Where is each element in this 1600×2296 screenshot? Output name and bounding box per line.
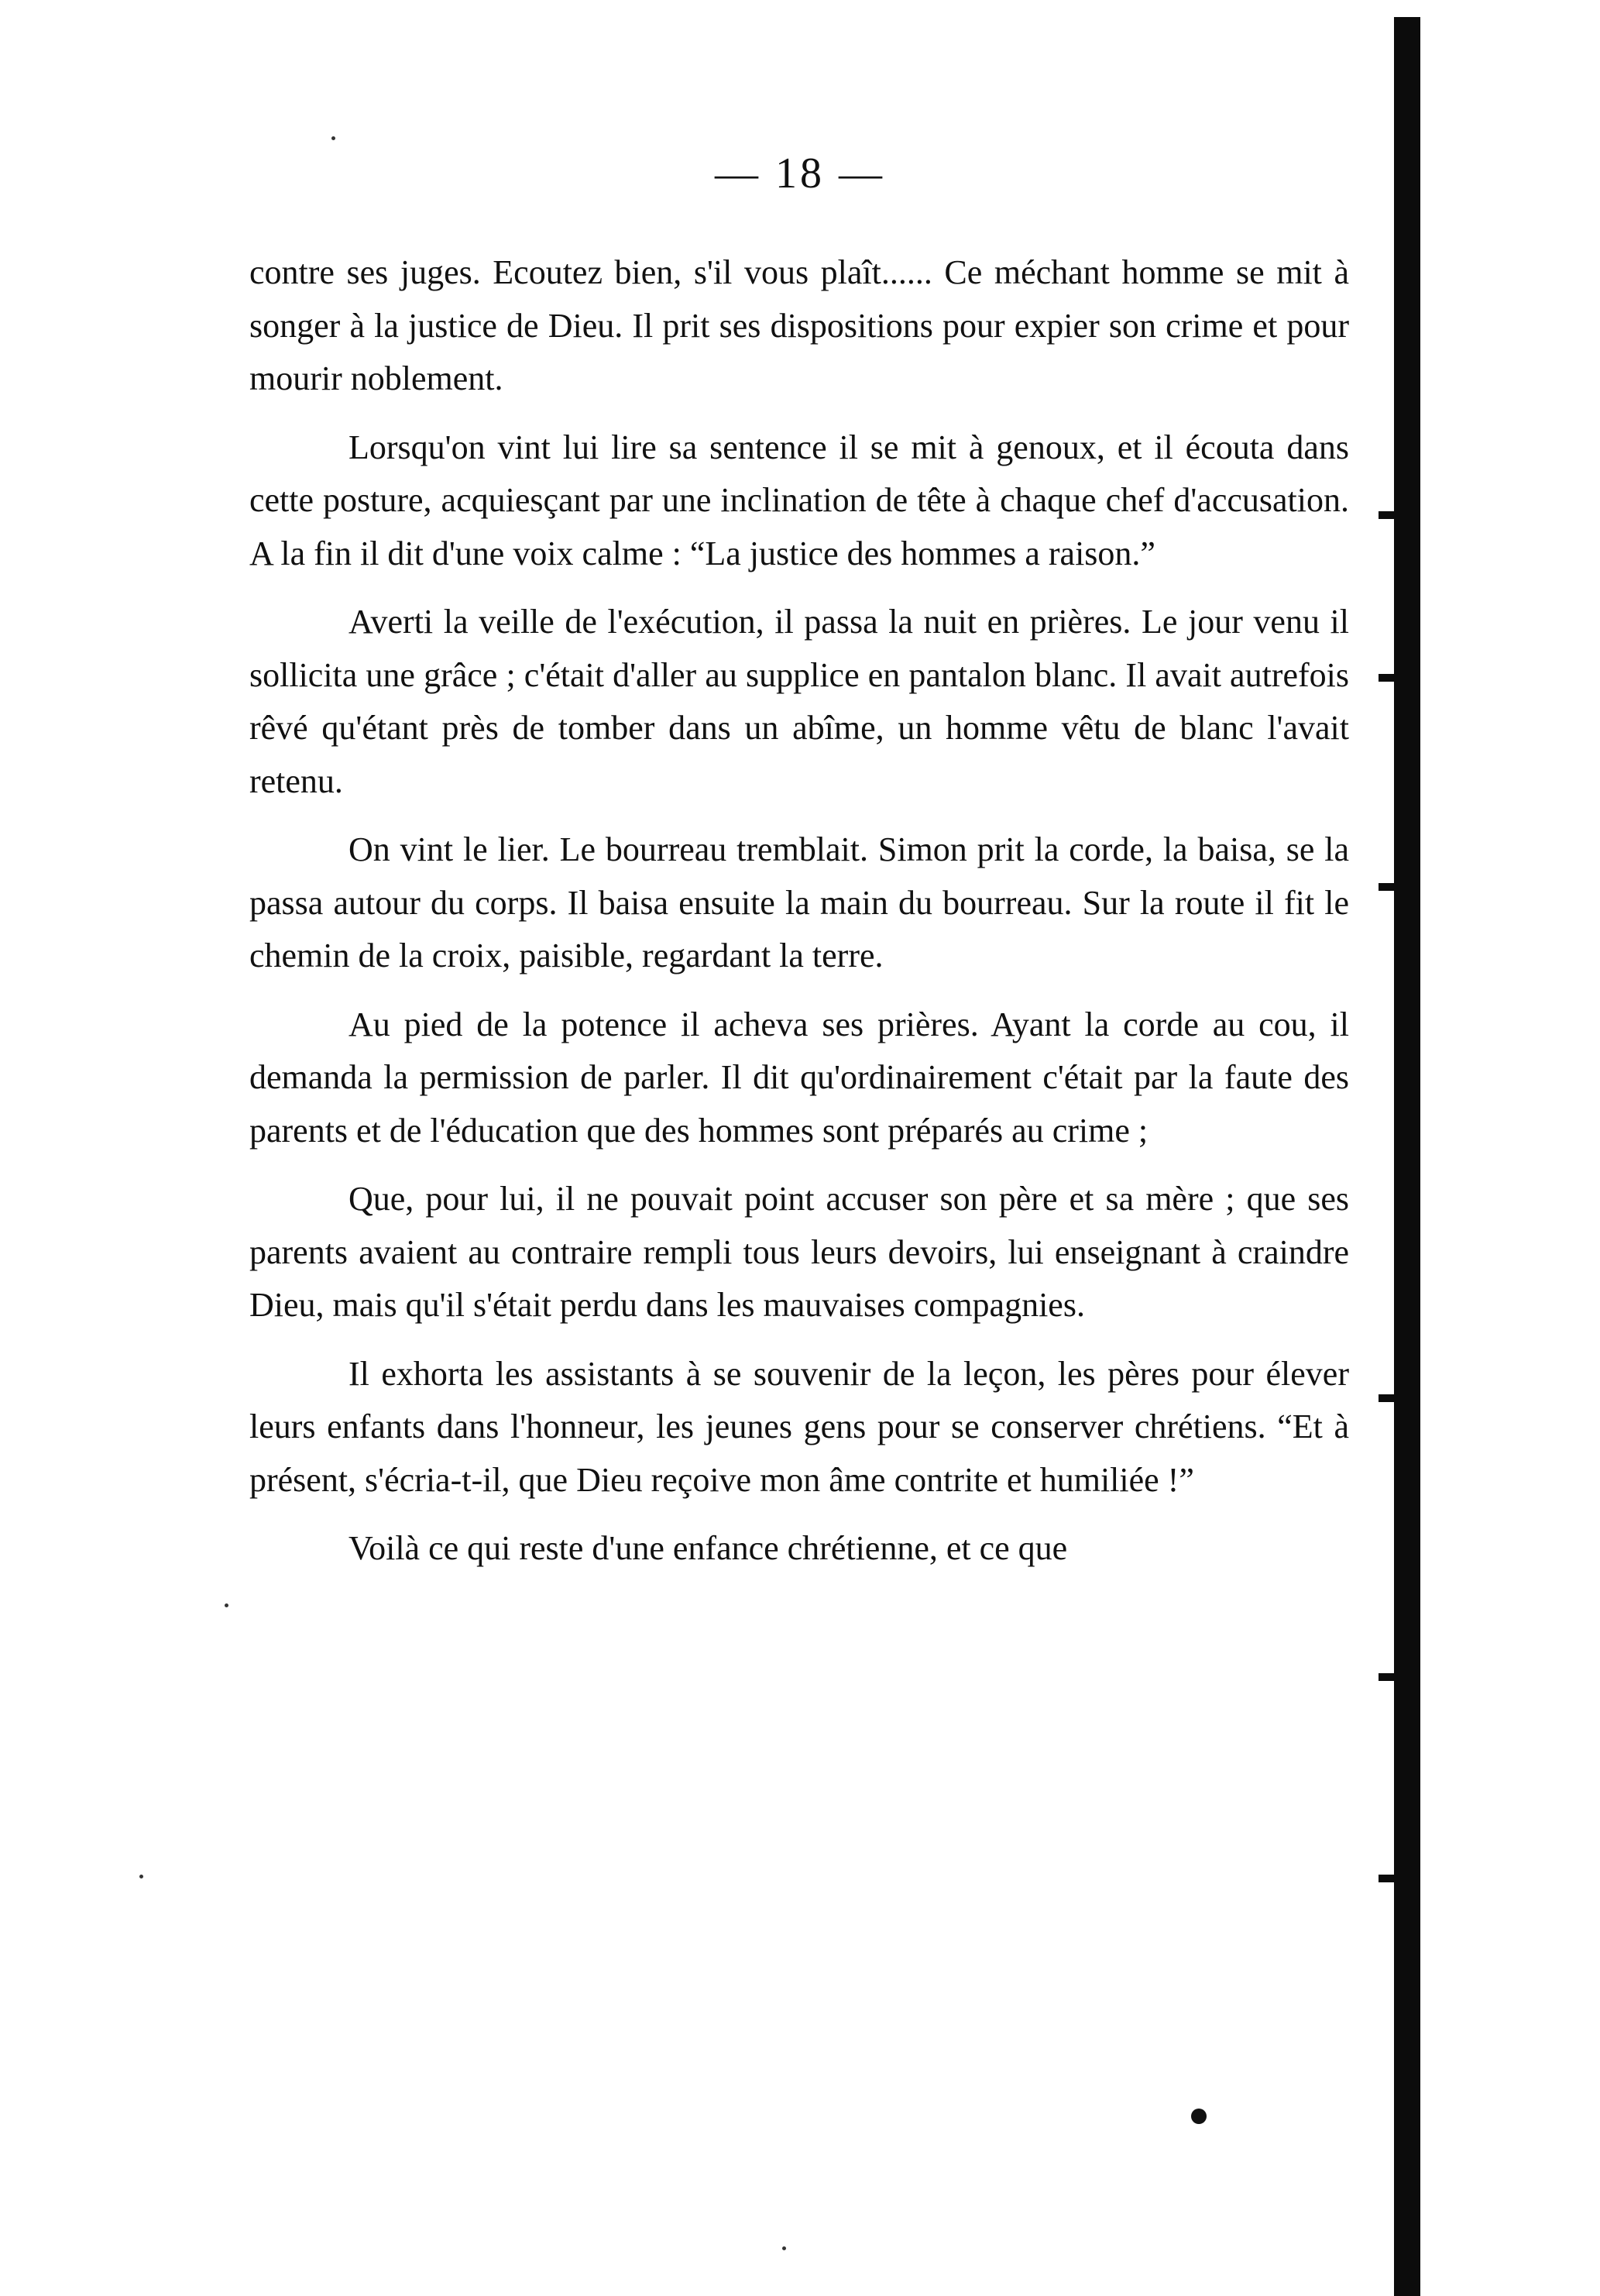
ink-speck bbox=[331, 136, 335, 140]
paragraph-2: Lorsqu'on vint lui lire sa sentence il se mit à genoux, et il écouta dans cette posture, acquiesçant par une inclination de tête à chaque chef d'accusation. A la fin il dit d'une voix calme : “La justice des hommes a raison.” bbox=[249, 428, 1349, 572]
book-spine-shadow bbox=[1394, 17, 1420, 2296]
ink-speck bbox=[139, 1875, 143, 1878]
main-text-block bbox=[249, 246, 1349, 1576]
paragraph-1: contre ses juges. Ecoutez bien, s'il vous plaît...... Ce méchant homme se mit à songer à la justice de Dieu. Il prit ses dispositions pour expier son crime et pour mourir noblement. bbox=[249, 253, 1349, 397]
spine-notch bbox=[1379, 674, 1396, 682]
paragraph-7: Il exhorta les assistants à se souvenir de la leçon, les pères pour élever leurs enfants dans l'honneur, les jeunes gens pour se conserver chrétiens. “Et à présent, s'écria-t-il, que Dieu reçoive mon âme contrite et humiliée !” bbox=[249, 1354, 1349, 1499]
page-number: — 18 — bbox=[715, 150, 885, 198]
paragraph-3: Averti la veille de l'exécution, il passa la nuit en prières. Le jour venu il sollicita une grâce ; c'était d'aller au supplice en pantalon blanc. Il avait autrefois rêvé qu'étant près de tomber dans un abîme, un homme vêtu de blanc l'avait retenu. bbox=[249, 603, 1349, 800]
ink-speck bbox=[225, 1603, 228, 1607]
paragraph-6: Que, pour lui, il ne pouvait point accuser son père et sa mère ; que ses parents avaient au contraire rempli tous leurs devoirs, lui enseignant à craindre Dieu, mais qu'il s'était perdu dans les mauvaises compagnies. bbox=[249, 1180, 1349, 1324]
spine-notch bbox=[1379, 883, 1396, 891]
spine-notch bbox=[1379, 511, 1396, 519]
paragraph-4: On vint le lier. Le bourreau tremblait. Simon prit la corde, la baisa, se la passa autour du corps. Il baisa ensuite la main du bourreau. Sur la route il fit le chemin de la croix, paisible, regardant la terre. bbox=[249, 830, 1349, 974]
paragraph-8: Voilà ce qui reste d'une enfance chrétienne, et ce que bbox=[348, 1529, 1068, 1567]
spine-notch bbox=[1379, 1875, 1396, 1882]
ink-dot bbox=[1191, 2109, 1207, 2124]
spine-notch bbox=[1379, 1394, 1396, 1402]
paragraph-5: Au pied de la potence il acheva ses prières. Ayant la corde au cou, il demanda la permission de parler. Il dit qu'ordinairement c'était par la faute des parents et de l'éducation que des hommes sont préparés au crime ; bbox=[249, 1005, 1349, 1150]
spine-notch bbox=[1379, 1673, 1396, 1681]
ink-speck bbox=[782, 2246, 786, 2250]
